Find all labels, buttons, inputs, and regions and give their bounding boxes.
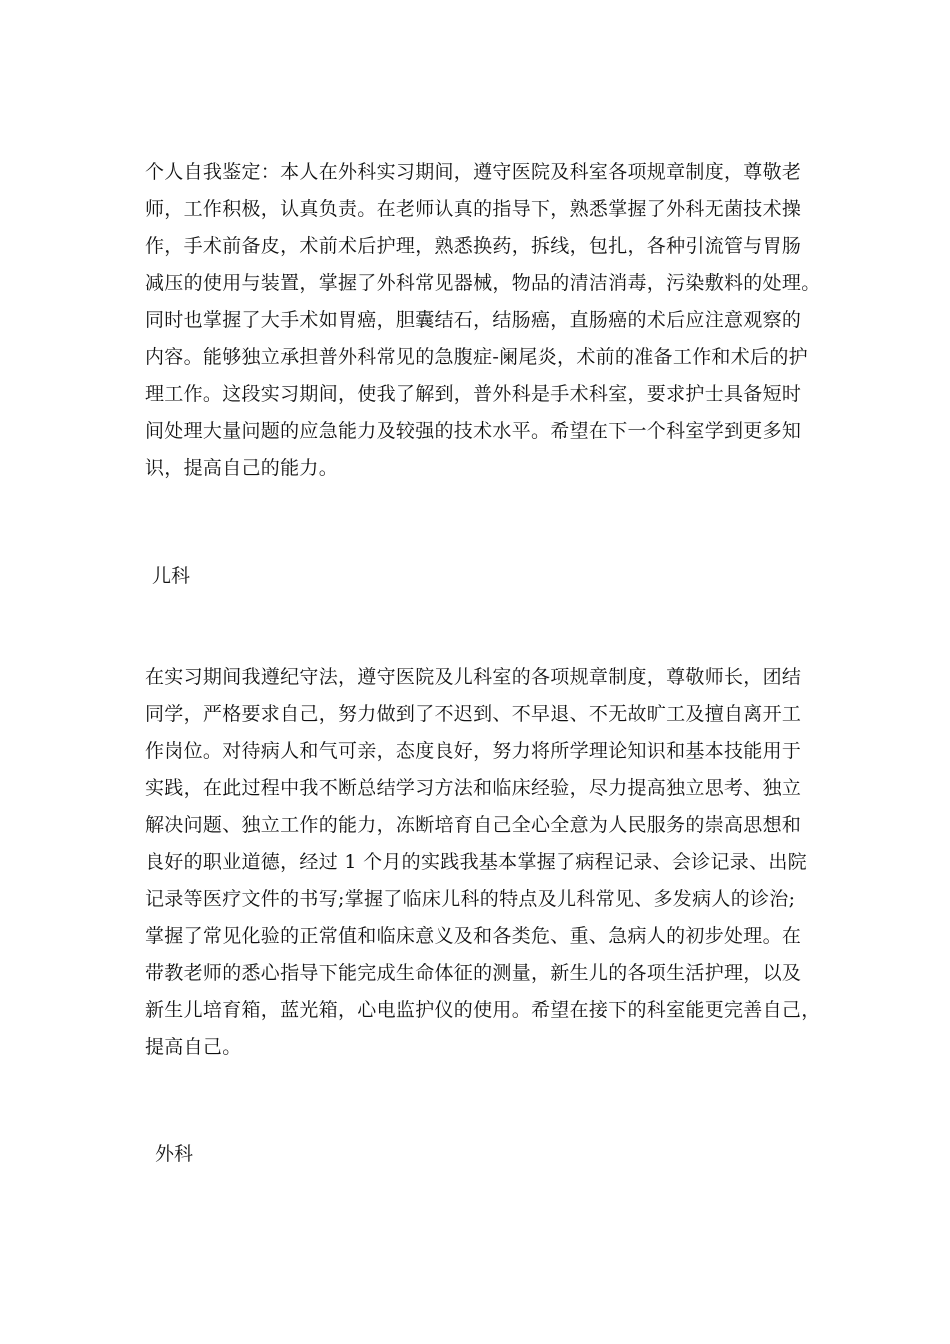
paragraph-line: 良好的职业道德，经过 1 个月的实践我基本掌握了病程记录、会诊记录、出院 bbox=[145, 851, 807, 873]
paragraph-line: 内容。能够独立承担普外科常见的急腹症-阑尾炎，术前的准备工作和术后的护 bbox=[145, 346, 808, 368]
paragraph-line: 理工作。这段实习期间，使我了解到，普外科是手术科室，要求护士具备短时 bbox=[145, 383, 802, 405]
paragraph-line: 识，提高自己的能力。 bbox=[145, 457, 339, 479]
paragraph-line: 在实习期间我遵纪守法，遵守医院及儿科室的各项规章制度，尊敬师长，团结 bbox=[145, 666, 802, 688]
paragraph-line: 作岗位。对待病人和气可亲，态度良好，努力将所学理论知识和基本技能用于 bbox=[145, 740, 802, 762]
paragraph-line: 作，手术前备皮，术前术后护理，熟悉换药，拆线，包扎，各种引流管与胃肠 bbox=[145, 235, 802, 257]
section-heading-surgery: 外科 bbox=[155, 1143, 194, 1165]
paragraph-line: 实践，在此过程中我不断总结学习方法和临床经验，尽力提高独立思考、独立 bbox=[145, 777, 802, 799]
paragraph-line: 个人自我鉴定：本人在外科实习期间，遵守医院及科室各项规章制度，尊敬老 bbox=[145, 161, 802, 183]
paragraph-line: 提高自己。 bbox=[145, 1036, 242, 1058]
paragraph-line: 解决问题、独立工作的能力，冻断培育自己全心全意为人民服务的崇高思想和 bbox=[145, 814, 802, 836]
paragraph-line: 同学，严格要求自己，努力做到了不迟到、不早退、不无故旷工及擅自离开工 bbox=[145, 703, 802, 725]
paragraph-line: 减压的使用与装置，掌握了外科常见器械，物品的清洁消毒，污染敷料的处理。 bbox=[145, 272, 821, 294]
paragraph-line: 记录等医疗文件的书写;掌握了临床儿科的特点及儿科常见、多发病人的诊治; bbox=[145, 888, 796, 910]
paragraph-line: 新生儿培育箱，蓝光箱，心电监护仪的使用。希望在接下的科室能更完善自己， bbox=[145, 999, 821, 1021]
paragraph-line: 间处理大量问题的应急能力及较强的技术水平。希望在下一个科室学到更多知 bbox=[145, 420, 802, 442]
paragraph-line: 带教老师的悉心指导下能完成生命体征的测量，新生儿的各项生活护理，以及 bbox=[145, 962, 802, 984]
paragraph-line: 师，工作积极，认真负责。在老师认真的指导下，熟悉掌握了外科无菌技术操 bbox=[145, 198, 802, 220]
section-heading-pediatrics: 儿科 bbox=[152, 565, 191, 587]
paragraph-line: 掌握了常见化验的正常值和临床意义及和各类危、重、急病人的初步处理。在 bbox=[145, 925, 802, 947]
paragraph-line: 同时也掌握了大手术如胃癌，胆囊结石，结肠癌，直肠癌的术后应注意观察的 bbox=[145, 309, 802, 331]
